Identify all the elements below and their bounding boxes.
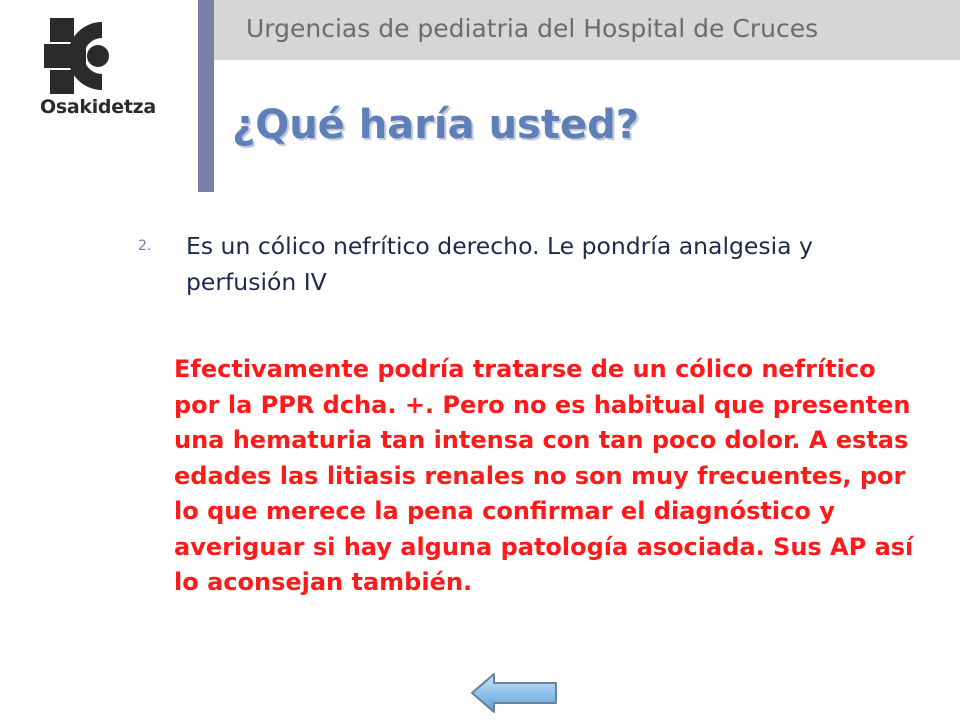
hospital-title: Urgencias de pediatria del Hospital de Cruces — [246, 14, 819, 43]
slide-title: ¿Qué haría usted? — [232, 102, 639, 148]
logo-text: Osakidetza — [40, 96, 156, 118]
item-number: 2. — [138, 238, 152, 254]
item-text: Es un cólico nefrítico derecho. Le pondría analgesia y perfusión IV — [186, 232, 813, 296]
left-arrow-icon[interactable] — [470, 672, 558, 714]
vertical-accent-bar — [198, 0, 214, 192]
answer-text: Efectivamente podría tratarse de un cólico nefrítico por la PPR dcha. +. Pero no es habitual que presenten una hematuria tan intensa con tan poco dolor. A estas edades las litiasis renales no son muy frecuentes, por lo que merece la pena confirmar el diagnóstico y averiguar si hay alguna patología asociada. Sus AP así lo aconsejan también. — [174, 355, 914, 596]
